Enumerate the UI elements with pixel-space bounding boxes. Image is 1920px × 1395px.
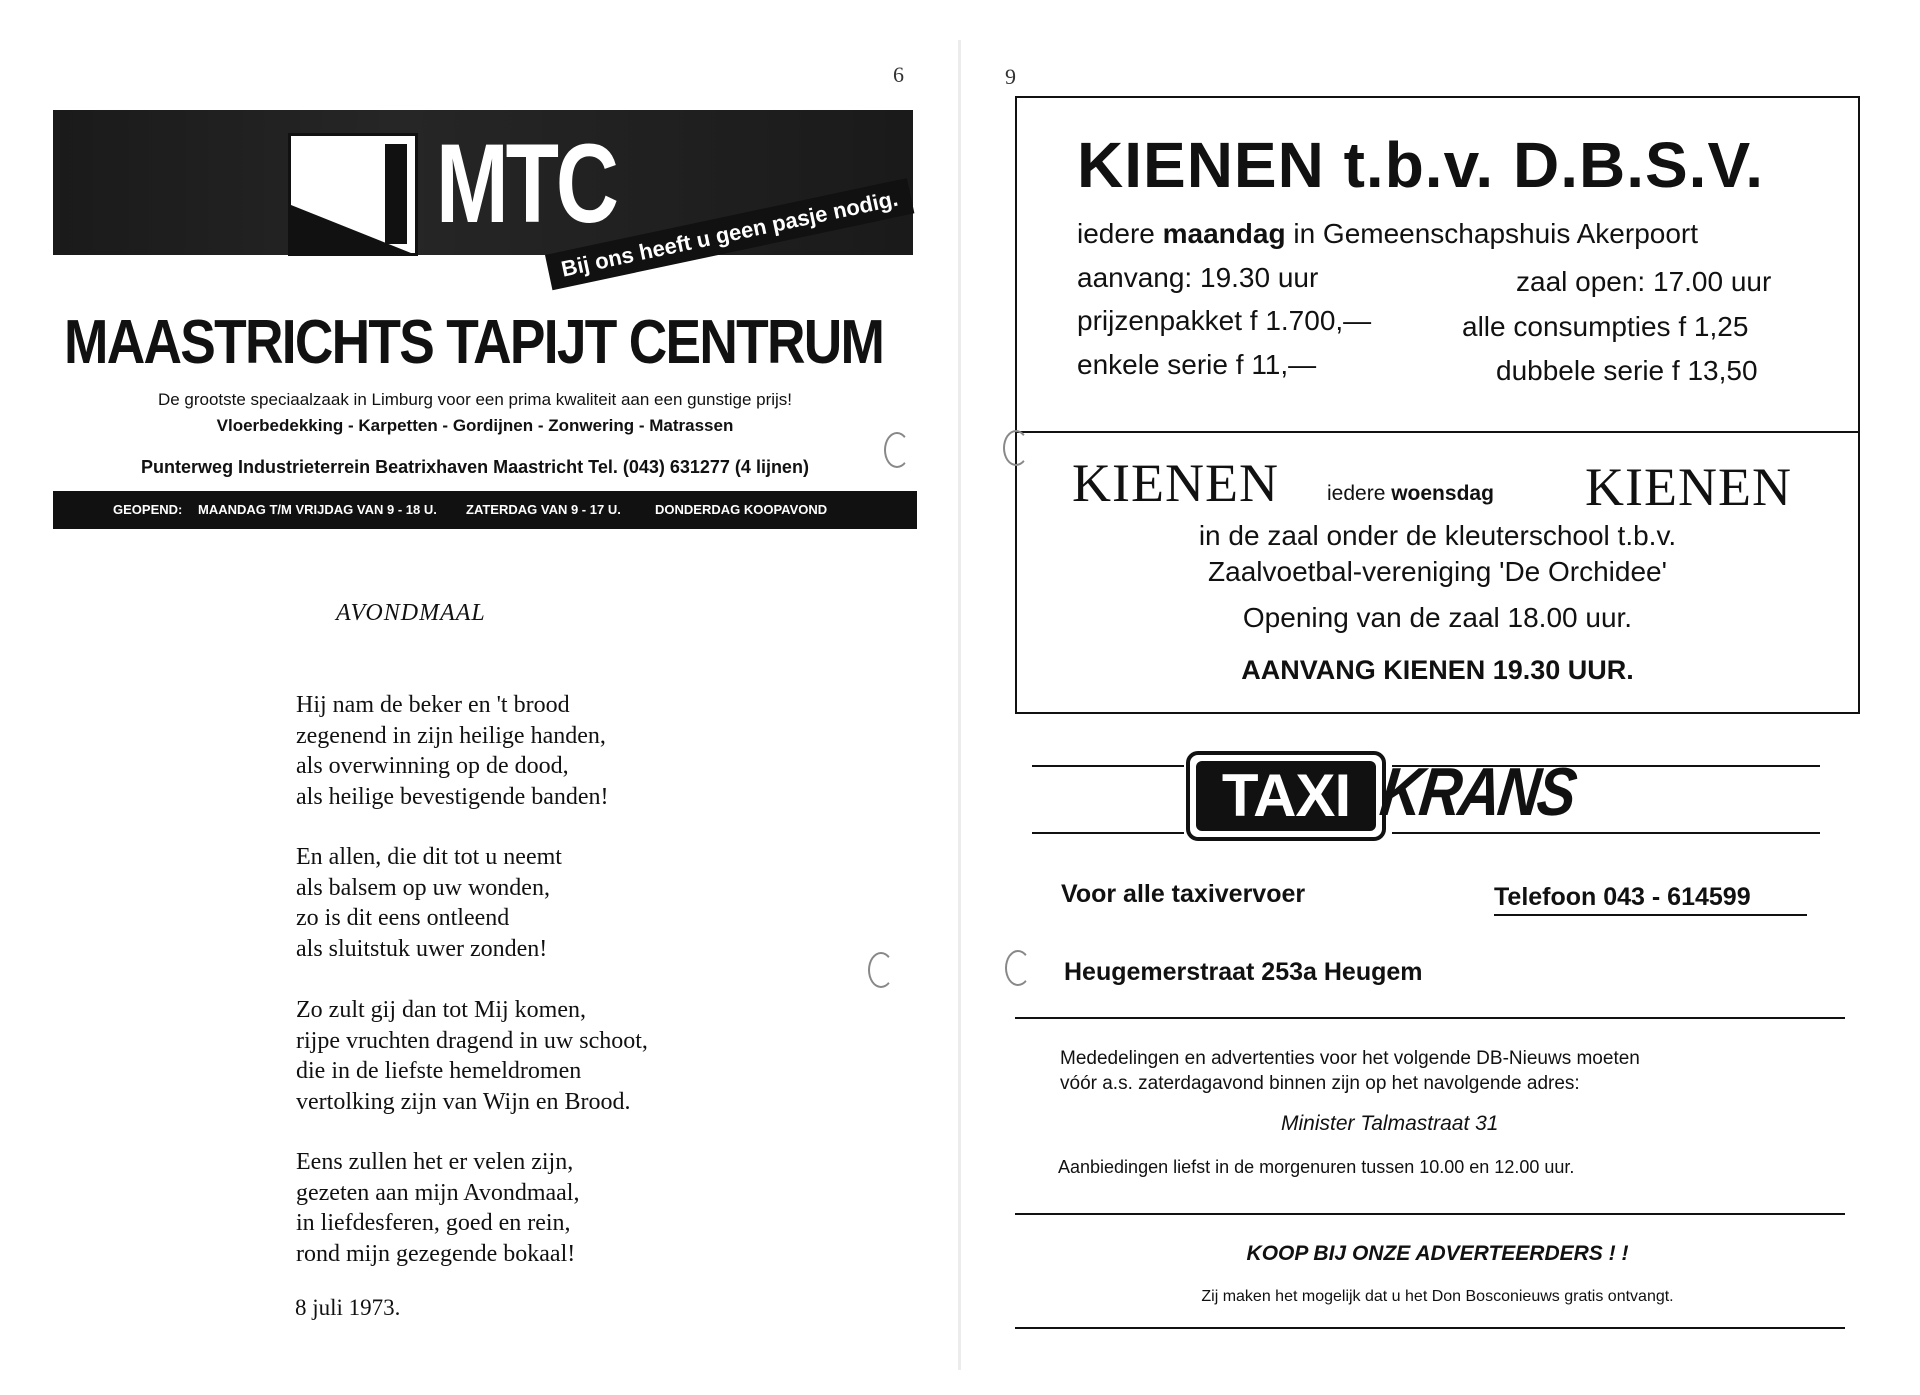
poem-title: AVONDMAAL bbox=[336, 600, 486, 626]
mtc-logo-text: MTC bbox=[436, 121, 616, 246]
poem-line: als overwinning op de dood, bbox=[296, 753, 569, 779]
kienen-prize-package: prijzenpakket f 1.700,— bbox=[1077, 305, 1372, 336]
hours-label: GEOPEND: bbox=[113, 502, 183, 517]
poem-line: gezeten aan mijn Avondmaal, bbox=[296, 1179, 580, 1206]
taxi-rule bbox=[1032, 832, 1184, 834]
mtc-logo-icon bbox=[288, 133, 418, 256]
taxi-logo-icon bbox=[1186, 751, 1386, 841]
poem-date: 8 juli 1973. bbox=[295, 1295, 401, 1320]
poem-line: Zo zult gij dan tot Mij komen, bbox=[296, 997, 586, 1023]
weekday-day: woensdag bbox=[1391, 482, 1494, 505]
mtc-address: Punterweg Industrieterrein Beatrixhaven Maastricht Tel. (043) 631277 (4 lijnen) bbox=[141, 457, 809, 477]
weekday-prefix: iedere bbox=[1327, 482, 1392, 505]
schedule-prefix: iedere bbox=[1077, 218, 1163, 249]
poem-line: als heilige bevestigende banden! bbox=[296, 783, 609, 810]
poem-line: Eens zullen het er velen zijn, bbox=[296, 1149, 574, 1175]
phone-underline bbox=[1494, 914, 1807, 916]
orchidee-line1: in de zaal onder de kleuterschool t.b.v. bbox=[1198, 520, 1677, 551]
punch-hole bbox=[884, 432, 910, 468]
poem-stanza bbox=[296, 690, 609, 812]
buy-from-advertisers: KOOP BIJ ONZE ADVERTEERDERS ! ! bbox=[1246, 1242, 1629, 1265]
section-rule bbox=[1015, 1327, 1845, 1329]
page-number-right: 9 bbox=[1005, 64, 1016, 89]
mtc-slogan: De grootste speciaalzaak in Limburg voor een prima kwaliteit aan een gunstige prijs! bbox=[157, 390, 793, 409]
kienen-start: aanvang: 19.30 uur bbox=[1077, 262, 1319, 293]
poem-stanza bbox=[296, 995, 648, 1117]
taxi-company-name: KRANS bbox=[1376, 754, 1579, 830]
poem-line: En allen, die dit tot u neemt bbox=[296, 844, 562, 870]
taxi-service: Voor alle taxivervoer bbox=[1061, 880, 1306, 908]
kienen-right-word: KIENEN bbox=[1585, 457, 1792, 517]
kienen-single: enkele serie f 11,— bbox=[1077, 349, 1317, 380]
orchidee-line4: AANVANG KIENEN 19.30 UUR. bbox=[1241, 655, 1634, 685]
mtc-opening-hours bbox=[53, 491, 917, 529]
poem-line: in liefdesferen, goed en rein, bbox=[296, 1210, 571, 1236]
kienen-dbsv-title: KIENEN t.b.v. D.B.S.V. bbox=[1077, 129, 1765, 201]
box-divider bbox=[1015, 431, 1860, 433]
mtc-company-name: MAASTRICHTS TAPIJT CENTRUM bbox=[64, 308, 884, 377]
notice-line2: vóór a.s. zaterdagavond binnen zijn op het navolgende adres: bbox=[1060, 1073, 1580, 1094]
kienen-left-word: KIENEN bbox=[1072, 453, 1279, 513]
taxi-rule bbox=[1392, 832, 1820, 834]
kienen-schedule bbox=[1077, 218, 1698, 250]
hours-saturday: ZATERDAG VAN 9 - 17 U. bbox=[466, 502, 621, 517]
kienen-hall-open: zaal open: 17.00 uur bbox=[1516, 266, 1772, 297]
notice-address: Minister Talmastraat 31 bbox=[1281, 1112, 1499, 1135]
kienen-weekday bbox=[1327, 482, 1494, 506]
poem-stanza bbox=[296, 1147, 579, 1269]
poem-stanza bbox=[296, 842, 562, 964]
poem-line: als balsem op uw wonden, bbox=[296, 874, 550, 901]
hours-thursday: DONDERDAG KOOPAVOND bbox=[655, 502, 828, 517]
orchidee-line2: Zaalvoetbal-vereniging 'De Orchidee' bbox=[1208, 556, 1667, 587]
schedule-day: maandag bbox=[1162, 218, 1286, 249]
mtc-products: Vloerbedekking - Karpetten - Gordijnen - Zonwering - Matrassen bbox=[216, 416, 734, 435]
page-number-left: 6 bbox=[893, 62, 904, 87]
poem-line: zegenend in zijn heilige handen, bbox=[296, 722, 606, 749]
free-delivery-note: Zij maken het mogelijk dat u het Don Bosconieuws gratis ontvangt. bbox=[1201, 1288, 1674, 1305]
taxi-rule bbox=[1032, 765, 1184, 767]
poem-line: rijpe vruchten dragend in uw schoot, bbox=[296, 1027, 648, 1054]
poem-line: rond mijn gezegende bokaal! bbox=[296, 1240, 576, 1267]
orchidee-line3: Opening van de zaal 18.00 uur. bbox=[1242, 602, 1633, 633]
notice-line1: Mededelingen en advertenties voor het volgende DB-Nieuws moeten bbox=[1060, 1048, 1640, 1069]
schedule-location: in Gemeenschapshuis Akerpoort bbox=[1285, 218, 1699, 249]
punch-hole bbox=[1005, 950, 1031, 986]
section-rule bbox=[1015, 1213, 1845, 1215]
poem-line: als sluitstuk uwer zonden! bbox=[296, 935, 548, 962]
taxi-address: Heugemerstraat 253a Heugem bbox=[1064, 958, 1423, 986]
poem-line: die in de liefste hemeldromen bbox=[296, 1058, 582, 1084]
mtc-tagline: Bij ons heeft u geen pasje nodig. bbox=[545, 178, 914, 290]
punch-hole bbox=[1003, 430, 1029, 466]
poem-line: vertolking zijn van Wijn en Brood. bbox=[296, 1088, 631, 1115]
punch-hole bbox=[868, 952, 894, 988]
kienen-double: dubbele serie f 13,50 bbox=[1496, 355, 1758, 386]
poem-line: Hij nam de beker en 't brood bbox=[296, 692, 570, 718]
taxi-phone: Telefoon 043 - 614599 bbox=[1494, 883, 1751, 911]
taxi-logo-text: TAXI bbox=[1196, 761, 1376, 831]
poem-line: zo is dit eens ontleend bbox=[296, 905, 510, 931]
box-bottom-rule bbox=[1015, 712, 1860, 714]
section-rule bbox=[1015, 1017, 1845, 1019]
notice-line3: Aanbiedingen liefst in de morgenuren tussen 10.00 en 12.00 uur. bbox=[1058, 1157, 1575, 1177]
kienen-drinks: alle consumpties f 1,25 bbox=[1462, 311, 1749, 342]
hours-weekdays: MAANDAG T/M VRIJDAG VAN 9 - 18 U. bbox=[198, 502, 437, 517]
